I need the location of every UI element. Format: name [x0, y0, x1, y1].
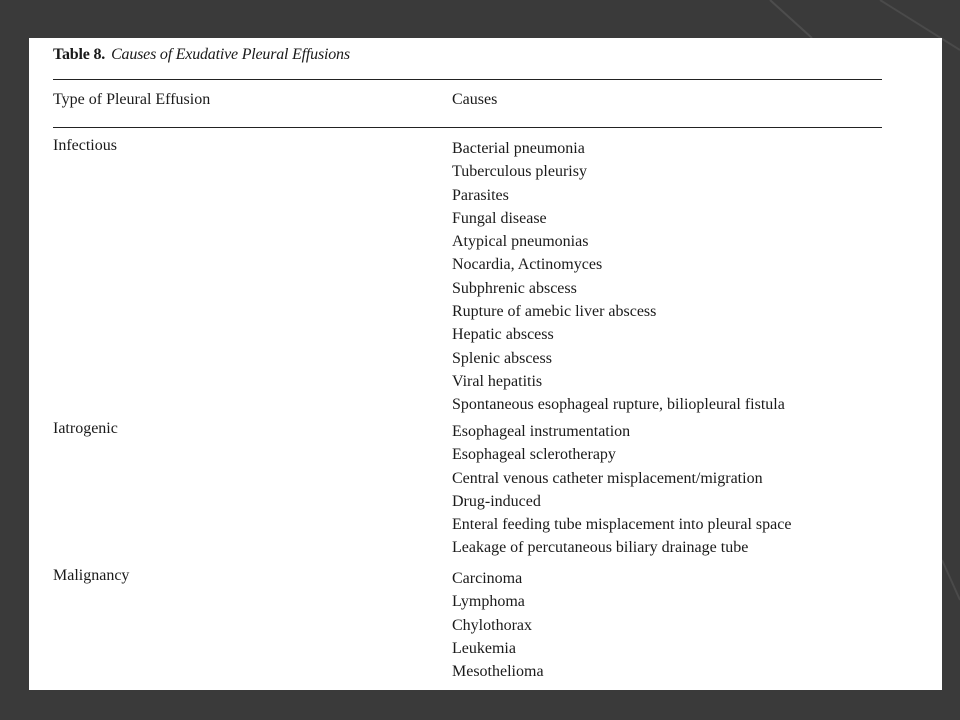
- cause-item: Spontaneous esophageal rupture, biliopleural fistula: [452, 396, 785, 414]
- cause-item: Enteral feeding tube misplacement into pleural space: [452, 516, 792, 534]
- causes-list: [452, 567, 544, 683]
- cause-item: Mesothelioma: [452, 663, 544, 681]
- cause-item: Central venous catheter misplacement/migration: [452, 469, 763, 487]
- cause-item: Atypical pneumonias: [452, 233, 589, 251]
- cause-item: Hepatic abscess: [452, 326, 554, 344]
- causes-list: [452, 137, 785, 417]
- cause-item: Nocardia, Actinomyces: [452, 256, 603, 274]
- table-title: [53, 46, 350, 64]
- cause-item: Esophageal instrumentation: [452, 423, 631, 440]
- cause-item: Subphrenic abscess: [452, 279, 577, 297]
- cause-item: Rupture of amebic liver abscess: [452, 303, 657, 321]
- effusion-type: Malignancy: [53, 567, 130, 584]
- effusion-type: Iatrogenic: [53, 420, 118, 437]
- cause-item: Fungal disease: [452, 209, 547, 227]
- cause-item: Chylothorax: [452, 616, 532, 634]
- header-rule: [53, 127, 882, 128]
- cause-item: Parasites: [452, 186, 509, 204]
- cause-item: Lymphoma: [452, 593, 525, 611]
- table-caption: Causes of Exudative Pleural Effusions: [111, 46, 350, 63]
- table-image: [29, 38, 942, 690]
- cause-item: Drug-induced: [452, 492, 541, 510]
- cause-item: Bacterial pneumonia: [452, 140, 585, 157]
- cause-item: Carcinoma: [452, 570, 523, 587]
- cause-item: Splenic abscess: [452, 349, 552, 367]
- cause-item: Tuberculous pleurisy: [452, 163, 587, 181]
- cause-item: Viral hepatitis: [452, 372, 543, 390]
- cause-item: Leukemia: [452, 639, 516, 657]
- top-rule: [53, 79, 882, 80]
- cause-item: Esophageal sclerotherapy: [452, 446, 616, 464]
- column-header-type: Type of Pleural Effusion: [53, 91, 211, 108]
- causes-list: [452, 420, 791, 560]
- cause-item: Leakage of percutaneous biliary drainage tube: [452, 539, 749, 557]
- table-label: Table 8.: [53, 46, 106, 63]
- column-header-causes: Causes: [452, 91, 498, 108]
- effusion-type: Infectious: [53, 137, 117, 154]
